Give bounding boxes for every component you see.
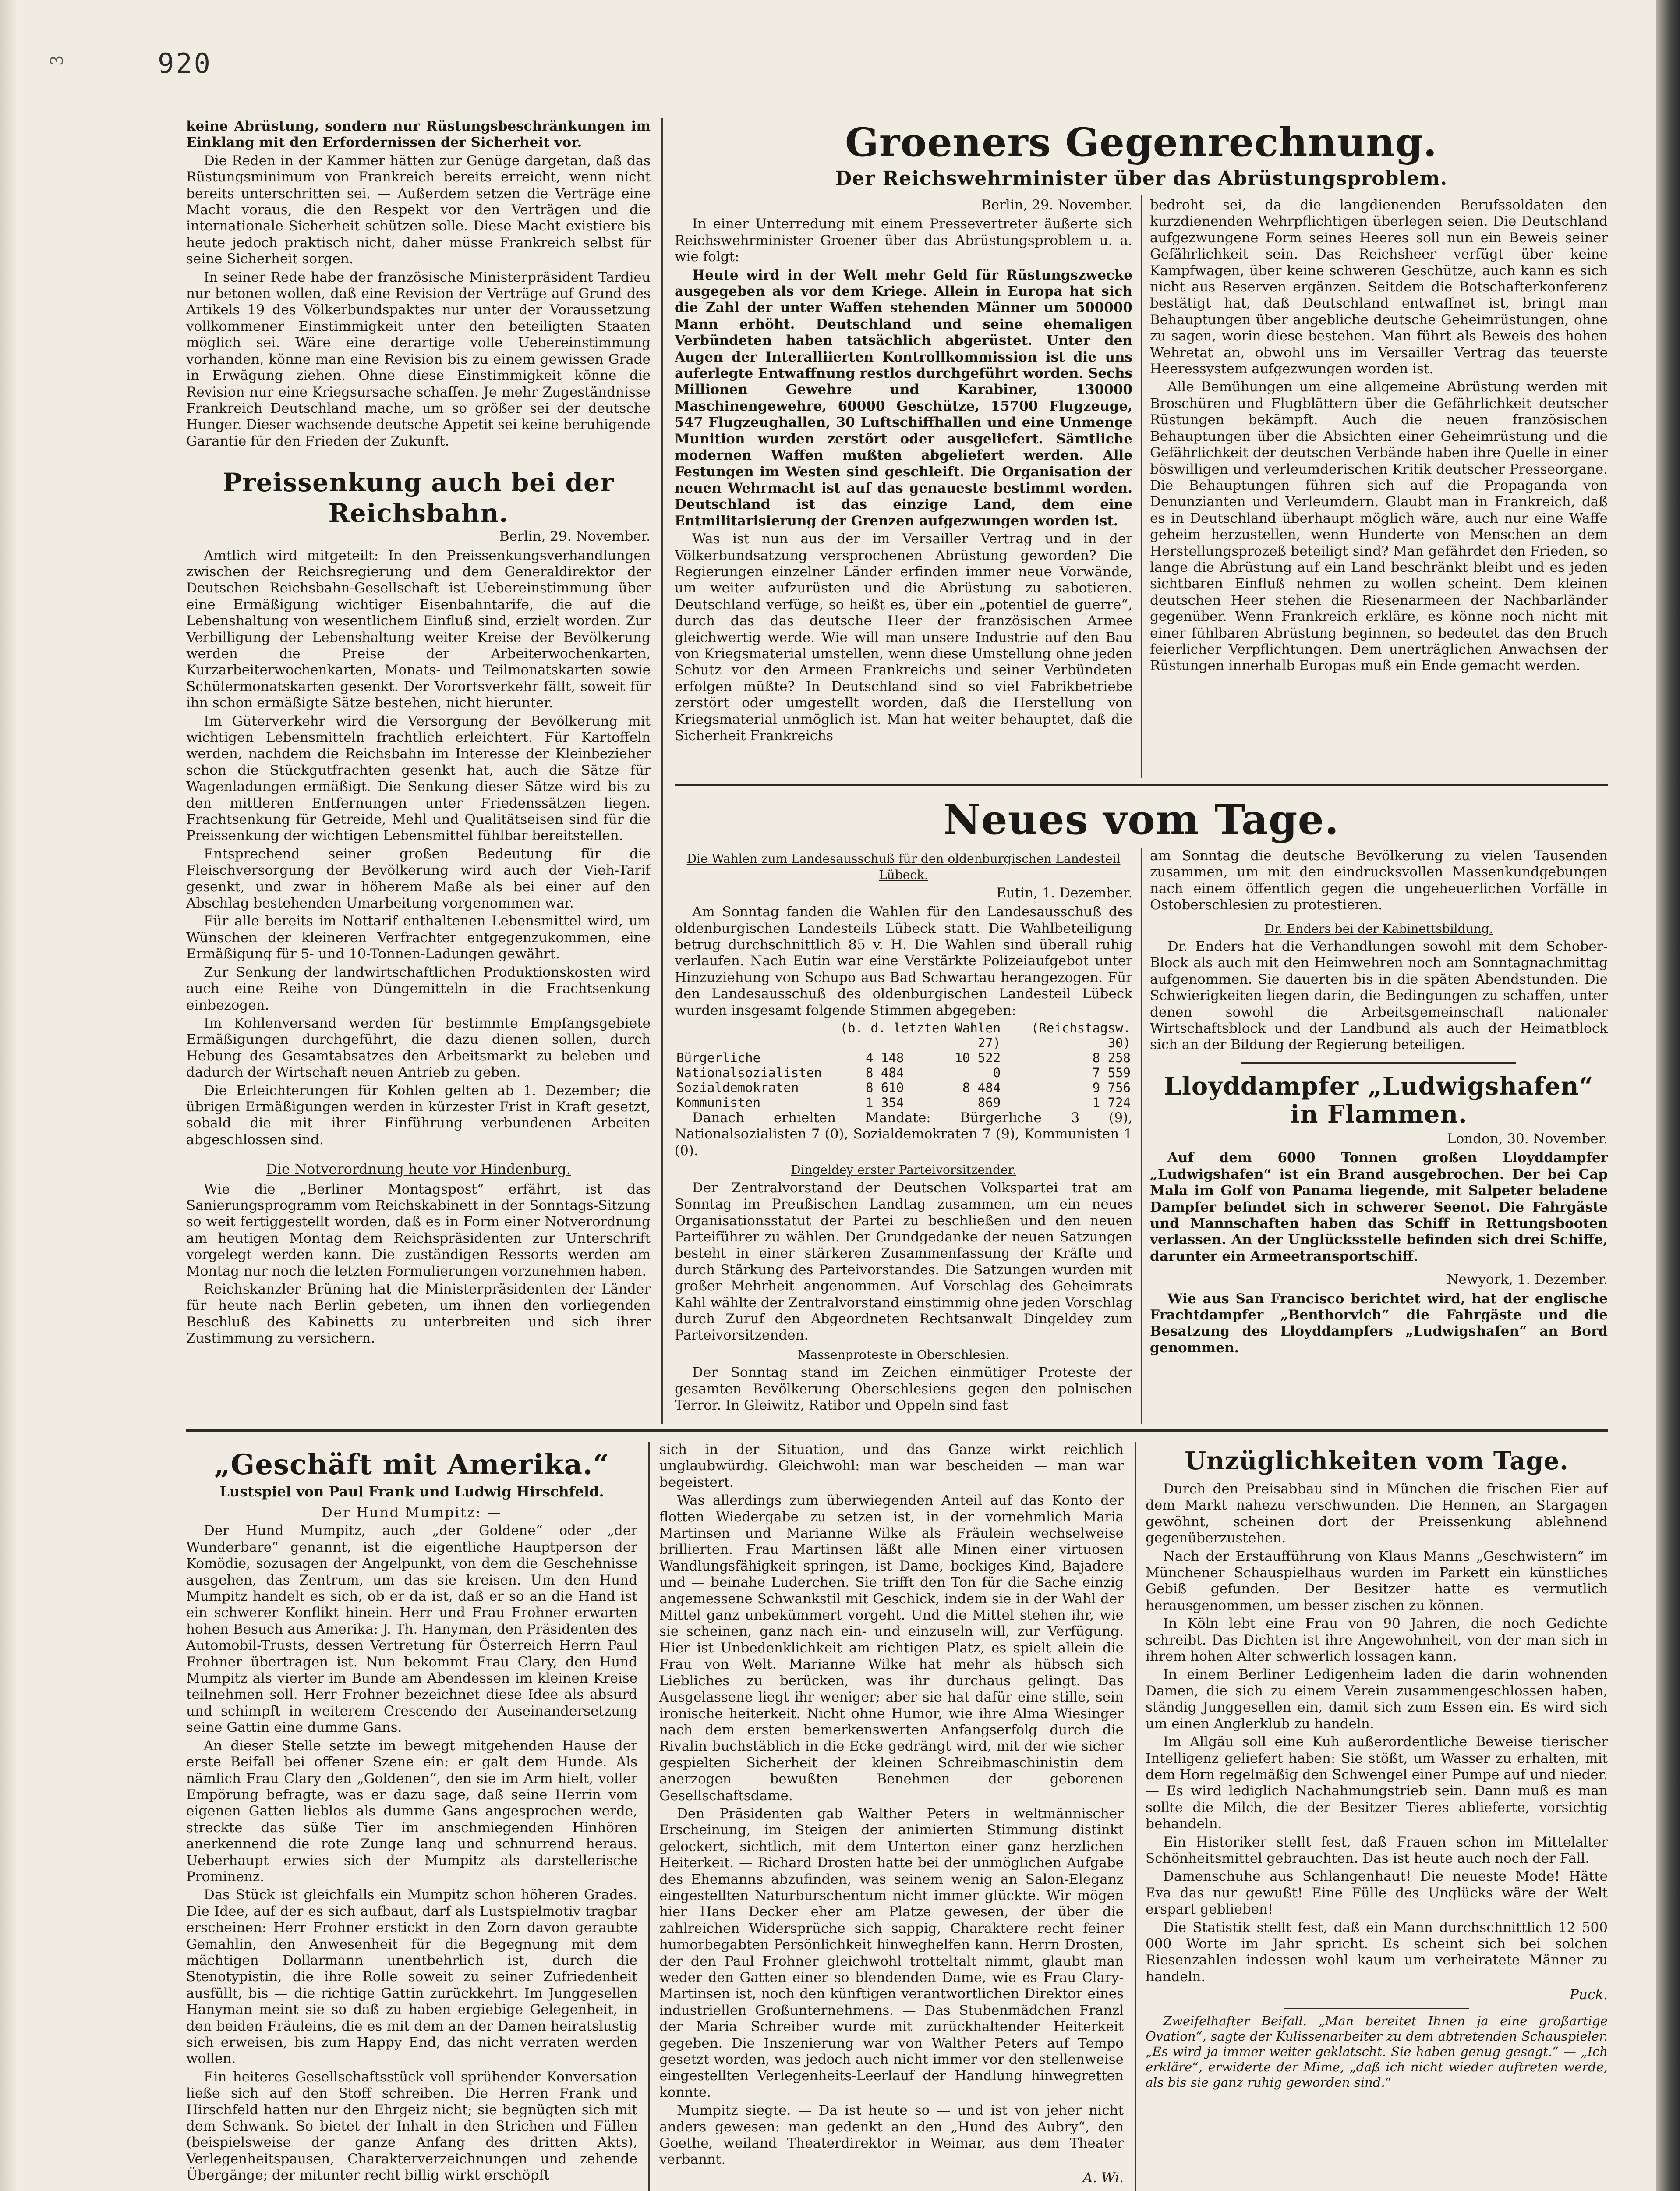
paragraph: Damenschuhe aus Schlangenhaut! Die neueste Mode! Hätte Eva das nur gewußt! Eine Fülle des Unglücks wäre der Welt erspart geblieben! [1146, 1868, 1608, 1918]
paragraph: Nach der Erstaufführung von Klaus Manns „Geschwistern“ im Münchener Schauspielhaus wurden im Parkett ein künstliches Gebiß gefunden. Der Besitzer hatte es vermutlich herausgenommen, um besser zischen zu können. [1146, 1548, 1608, 1613]
headline-reichsbahn: Preissenkung auch bei der Reichsbahn. [223, 468, 614, 528]
headline-unzueglichkeiten: Unzüglichkeiten vom Tage. [1185, 1446, 1569, 1475]
table-cell: 1 724 [1092, 1095, 1131, 1110]
paragraph: Zweifelhafter Beifall. „Man bereitet Ihnen ja eine großartige Ovation“, sagte der Kulissenarbeiter zu dem abtretenden Schauspieler. „Es wird ja immer weiter geklatscht. Sie haben genug gesagt.“ — „Ich erkläre“, erwiderte der Mime, „daß ich nicht wieder auftreten werde, als bis sie ganz ruhig geworden sind.“ [1146, 2013, 1608, 2090]
paragraph: Ein heiteres Gesellschaftsstück voll sprühender Konversation ließe sich auf den Stoff schreiben. Die Herren Frank und Hirschfeld hatten nur den Ehrgeiz nicht; sie begnügten sich mit dem Schwank. So bietet der Inhalt in den Strichen und Füllen (beispielsweise der ganze Anfang des dritten Akts), Verlegenheitspausen, Charakterverzeichnungen und zehende Übergänge; der mitunter recht billig wirkt erschöpft [186, 2069, 637, 2184]
paragraph: In einer Unterredung mit einem Pressevertreter äußerte sich Reichswehrminister Groener über das Abrüstungsproblem u. a. wie folgt: [675, 216, 1132, 265]
table-cell: 8 484 [962, 1080, 1001, 1096]
unzueglichkeiten-column [1146, 1481, 1608, 2191]
paragraph: Reichskanzler Brüning hat die Ministerpräsidenten der Länder für heute nach Berlin gebeten, um ihnen den vorliegenden Beschluß des Kabinetts zu unterbreiten und sich ihrer Zustimmung zu versichern. [186, 1281, 651, 1347]
paragraph: In einem Berliner Ledigenheim laden die darin wohnenden Damen, die sich zu einem Verein zusammengeschlossen haben, ständig Junggesellen ein, damit sich zum Essen ein. Es wird sich um einen Anglerklub zu handeln. [1146, 1666, 1608, 1732]
paragraph: Das Stück ist gleichfalls ein Mumpitz schon höheren Grades. Die Idee, auf der es sich aufbaut, darf als Lustspielmotiv tragbar erscheinen: Herr Frohner erstickt in den Zorn davon geraubte Gemahlin, den Anwesenheit für die Begegnung mit dem mächtigen Dollarmann unentbehrlich ist, durch die Stenotypistin, die ihre Rolle soweit zu seiner Zufriedenheit ausfüllt, bis — die richtige Gattin zurückkehrt. Im Junggesellen Hanyman meint sie so daß zu haben ergiebige Gelegenheit, in den beiden Fräuleins, die es mit dem an der Damen heiratslustig sich erweisen, bis zum Happy End, das nicht verraten werden wollen. [186, 1887, 637, 2067]
table-header: (Reichstagsw. 30) [1031, 1021, 1131, 1051]
table-cell: Nationalsozialisten [676, 1065, 822, 1081]
paragraph: Im Kohlenversand werden für bestimmte Empfangsgebiete Ermäßigungen durchgeführt, die dazu dienen sollen, durch Hebung des Gesamtabsatzes den Arbeitsmarkt zu beleben und dadurch der Wirtschaft neuen Antrieb zu geben. [186, 1015, 651, 1081]
author-signature: Puck. [1570, 1987, 1608, 2003]
headline-groener: Groeners Gegenrechnung. [845, 119, 1437, 166]
paragraph: Im Allgäu soll eine Kuh außerordentliche Beweise tierischer Intelligenz geliefert haben: Sie stößt, um Wasser zu erhalten, mit dem Horn regelmäßig den Schwengel einer Pumpe auf und nieder. — Es wird lediglich Nachahmungstrieb sein. Dann muß es man sollte die Milch, die der Besitzer Tieres ablieferte, vorsichtig behandeln. [1146, 1734, 1608, 1832]
paragraph: Amtlich wird mitgeteilt: In den Preissenkungsverhandlungen zwischen der Reichsregierung und dem Generaldirektor der Deutschen Reichsbahn-Gesellschaft ist Uebereinstimmung über eine Ermäßigung wichtiger Eisenbahntarife, die auf die Lebenshaltung von wesentlichem Einfluß sind, erzielt worden. Zur Verbilligung der Lebenshaltung weiter Kreise der Bevölkerung werden die Preise der Arbeiterwochenkarten, Kurzarbeiterwochenkarten, Monats- und Teilmonatskarten sowie Schülermonatskarten gesenkt. Der Vorortsverkehr fällt, soweit für ihn schon ermäßigte Sätze bestehen, nicht hierunter. [186, 547, 651, 711]
paragraph: Die Erleichterungen für Kohlen gelten ab 1. Dezember; die übrigen Ermäßigungen werden in kürzester Frist in Kraft gesetzt, sobald die mit ihrer Einführung verbundenen Arbeiten abgeschlossen sind. [186, 1082, 651, 1148]
author-signature: A. Wi. [1082, 2170, 1124, 2186]
divider [1284, 2008, 1469, 2009]
election-results-table [675, 1021, 1132, 1110]
column-rule [1135, 1442, 1136, 2191]
paragraph: Im Güterverkehr wird die Versorgung der Bevölkerung mit wichtigen Lebensmitteln frachtlich erleichtert. Für Kartoffeln werden, nachdem die Reichsbahn im Interesse der Kleinbezieher schon die Stückgutfrachten gesenkt hat, auch die Sätze für Wagenladungen ermäßigt. Die Senkung dieser Sätze wird bis zu den mittleren Entfernungen unter Friedenssätzen liegen. Frachtsenkung für Getreide, Mehl und Qualitätseisen sind für die Preissenkung der wichtigen Lebensmittel fühlbar bereitstellen. [186, 713, 651, 844]
amerika-column-middle [659, 1442, 1124, 2191]
table-header: (b. d. letzten Wahlen 27) [840, 1021, 1001, 1051]
paragraph: Für alle bereits im Nottarif enthaltenen Lebensmittel wird, um Wünschen der kleineren Verfrachter entgegenzukommen, eine Ermäßigung für 5- und 10-Tonnen-Ladungen gewährt. [186, 913, 651, 962]
paragraph: Den Präsidenten gab Walther Peters in weltmännischer Erscheinung, im Steigen der animierten Stimmung distinkt gelockert, sichtlich, mit dem Unterton einer ganz herzlichen Heiterkeit. — Richard Drosten hatte bei der unmöglichen Aufgabe des Ehemanns abzufinden, was seinem wenig an Salon-Eleganz eingestellten Naturburschentum nicht immer glückte. Wir mögen hier Hans Decker eher am Platze gewesen, der über die zahlreichen Widersprüche sich sappig, Charaktere recht feiner humorbegabten Persönlichkeit hinweghelfen kann. Herrn Drosten, der den Paul Frohner gleichwohl trotteltalt nimmt, glaubt man weder den Gatten einer so blendenden Dame, wie es Frau Clary-Martinsen ist, noch den künftigen verantwortlichen Direktor eines industriellen Großunternehmens. — Das Stubenmädchen Franzl der Maria Schreiber wurde mit zurückhaltender Heiterkeit gegeben. Die Inszenierung war von Walther Peters auf Tempo gesetzt worden, was jedoch auch nicht immer vor den stellenweise eingestellten Verlegenheits-Leerlauf der Handlung hinwegretten konnte. [659, 1805, 1124, 2100]
divider [1241, 1062, 1516, 1064]
dateline: Berlin, 29. November. [981, 197, 1132, 213]
table-row [675, 1065, 1132, 1080]
paragraph: An dieser Stelle setzte im bewegt mitgehenden Hause der erste Beifall bei offener Szene ein: er galt dem Hunde. Als nämlich Frau Clary den „Goldenen“, den sie im Arm hielt, voller Empörung befragte, was er dazu sage, daß seine Herrin vom eigenen Gatten lieblos als dumme Gans angesprochen werde, streckte das süße Tier im anschmiegenden Hinhören anerkennend die rote Zunge lang und schnurrend heraus. Ueberhaupt erwies sich der Mumpitz als darstellerische Prominenz. [186, 1737, 637, 1885]
table-cell: Kommunisten [676, 1095, 761, 1110]
table-cell: 8 610 [866, 1080, 904, 1096]
table-cell: Bürgerliche [676, 1050, 761, 1066]
paragraph: Alle Bemühungen um eine allgemeine Abrüstung werden mit Broschüren und Flugblättern über die Gefährlichkeit deutscher Rüstungen bekämpft. Auch die neuen französischen Behauptungen über die Absichten einer Geheimrüstung und die Gefährlichkeit der deutschen Verbände haben ihre Quelle in einer böswilligen und verleumderischen Kritik deutscher Presseorgane. Die Behauptungen führen sich auf die Propaganda von Denunzianten und Verleumdern. Glaubt man in Frankreich, daß es in Deutschland überhaupt möglich wäre, auch nur eine Waffe geheim herzustellen, wenn Hunderte von Menschen an dem Herstellungsprozeß beteiligt sind? Man gefährdet den Frieden, so lange die Abrüstung auf ein Land beschränkt bleibt und es jeden sichtbaren Einfluß nehmen zu wollen scheint. Dem kleinen deutschen Heer stehen die Riesenarmeen der Nachbarländer gegenüber. Wenn Frankreich erkläre, es könne noch nicht mit einer fühlbaren Abrüstung beginnen, so bedeutet das den Bruch feierlicher Verpflichtungen. Dem unerträglichen Anwachsen der Rüstungen innerhalb Europas muß ein Ende gemacht werden. [1150, 379, 1608, 674]
paragraph: Der Zentralvorstand der Deutschen Volkspartei trat am Sonntag im Preußischen Landtag zusammen, um ein neues Organisationsstatut der Partei zu beschließen und den neuen Parteiführer zu wählen. Der Grundgedanke der neuen Satzungen besteht in einer stärkeren Zusammenfassung der Kräfte und durch Stärkung des Parteivorstandes. Die Satzungen wurden mit großer Mehrheit angenommen. Auf Vorschlag des Geheimrats Kahl wählte der Zentralvorstand einstimmig ohne jeden Vorschlag durch Zuruf den Abgeordneten Rechtsanwalt Dingeldey zum Parteivorsitzenden. [675, 1180, 1132, 1344]
kicker: Der Hund Mumpitz: — [321, 1505, 502, 1521]
subheadline-oldenburg: Die Wahlen zum Landesausschuß für den oldenburgischen Landesteil Lübeck. [686, 851, 1121, 883]
paragraph: Entsprechend seiner großen Bedeutung für die Fleischversorgung der Bevölkerung wird auch der Vieh-Tarif gesenkt, und zwar in höherem Maße als bei einer auf den Abschlag bestehenden Umarbeitung vorgenommen war. [186, 846, 651, 911]
paragraph: Dr. Enders hat die Verhandlungen sowohl mit dem Schober-Block als auch mit den Heimwehren noch am Sonntagnachmittag aufgenommen. Sie dauerten bis in die späten Abendstunden. Die Schwierigkeiten liegen darin, die Bedingungen zu schaffen, unter denen sowohl die Arbeitsgemeinschaft nationaler Wirtschaftsblock und der Landbund als auch der Heimatblock sich an der Bildung der Regierung beteiligen. [1150, 939, 1608, 1053]
table-cell: 8 258 [1092, 1050, 1131, 1066]
section-divider-heavy [186, 1429, 1608, 1432]
paragraph: In Köln lebt eine Frau von 90 Jahren, die noch Gedichte schreibt. Das Dichten ist ihre Angewohnheit, von der man sich in ihrem hohen Alter schwerlich lossagen kann. [1146, 1616, 1608, 1665]
table-cell: 7 559 [1092, 1065, 1131, 1081]
paragraph: Der Sonntag stand im Zeichen einmütiger Proteste der gesamten Bevölkerung Oberschlesiens gegen den polnischen Terror. In Gleiwitz, Ratibor und Oppeln sind fast [675, 1365, 1132, 1413]
paragraph: Wie aus San Francisco berichtet wird, hat der englische Frachtdampfer „Benthorvich“ die Fahrgäste und die Besatzung des Lloyddampfers „Ludwigshafen“ an Bord genommen. [1150, 1290, 1608, 1356]
paragraph: Was allerdings zum überwiegenden Anteil auf das Konto der flotten Wiedergabe zu setzen ist, in der vornehmlich Maria Martinsen und Marianne Wilke als Fräulein wechselweise brillierten. Frau Martinsen läßt alle Minen einer virtuosen Wandlungsfähigkeit springen, ist Dame, bockiges Kind, Bajadere und — beinahe Luderchen. Sie trifft den Ton für die Sache einzig angemessene Schwankstil mit Geschick, indem sie in der Wahl der Mittel ganz unbekümmert vorgeht. Und die Mittel stehen ihr, wie sie scheinen, ganz nach ein- und einzuseln will, zur Verfügung. Hier ist Unbedenklichkeit am richtigen Platz, es spielt allein die Frau von Welt. Marianne Wilke hat mehr als hübsch sich Liebliches zu berücken, was ihr durchaus gelingt. Das Ausgelassene liegt ihr weniger; aber sie hat dafür eine stille, sein ironische heiterkeit. Nicht ohne Humor, wie ihre Alma Wiesinger nach dem ersten bemerkenswerten Anfangserfolg durch die Rivalin buchstäblich in die Ecke gedrängt wird, mit der wie sicher gespielten Sicherheit der kleinen Schreibmaschinistin dem anerzogen bewußten Benehmen der geborenen Gesellschaftsdame. [659, 1493, 1124, 1804]
dateline: Newyork, 1. Dezember. [1447, 1272, 1608, 1288]
table-cell: 4 148 [866, 1050, 904, 1066]
table-row [675, 1095, 1132, 1110]
table-cell: 9 756 [1092, 1080, 1131, 1096]
table-header-row [675, 1021, 1132, 1050]
paragraph: Zur Senkung der landwirtschaftlichen Produktionskosten wird auch eine Reihe von Düngemitteln in die Frachtsenkung einbezogen. [186, 964, 651, 1013]
column-left-top [186, 118, 651, 1426]
groener-column-right [1150, 197, 1608, 778]
paragraph: Am Sonntag fanden die Wahlen für den Landesausschuß des oldenburgischen Landesteils Lübeck statt. Die Wahlbeteiligung betrug durchschnittlich 85 v. H. Die Wahlen sind überall ruhig verlaufen. Nach Eutin war eine Verstärkte Polizeiaufgebot unter Hinzuziehung von Schupo aus Bad Schwartau herangezogen. Für den Landesausschuß des oldenburgischen Landesteil Lübeck wurden insgesamt folgende Stimmen abgegeben: [675, 904, 1132, 1018]
dateline: Berlin, 29. November. [499, 528, 651, 545]
paragraph: am Sonntag die deutsche Bevölkerung zu vielen Tausenden zusammen, um mit den eindrucksvollen Massenkundgebungen nach einem öffentlich gegen die ungeheuerlichen Vorfälle in Ostoberschlesien zu protestieren. [1150, 848, 1608, 913]
headline-neues: Neues vom Tage. [943, 796, 1340, 844]
paragraph: Mumpitz siegte. — Da ist heute so — und ist von jeher nicht anders gewesen: man gedenkt an den „Hund des Aubry“, den Goethe, weiland Theaterdirektor in Weimar, aus dem Theater verbannt. [659, 2102, 1124, 2168]
paragraph: Die Statistik stellt fest, daß ein Mann durchschnittlich 12 500 000 Worte im Jahr spricht. Es scheint sich bei solchen Riesenzahlen indessen wohl kaum um verheiratete Männer zu handeln. [1146, 1919, 1608, 1985]
headline-amerika: „Geschäft mit Amerika.“ [214, 1448, 610, 1481]
page-number: 920 [158, 47, 212, 79]
paragraph: Durch den Preisabbau sind in München die frischen Eier auf dem Markt nahezu verschwunden. Die Hennen, an Stargagen gewöhnt, scheinen dort der Preissenkung ablehnend gegenüberzustehen. [1146, 1481, 1608, 1546]
page-fold-shadow [1656, 0, 1680, 2191]
table-cell: 1 354 [866, 1095, 904, 1110]
paragraph: Wie die „Berliner Montagspost“ erfährt, ist das Sanierungsprogramm vom Reichskabinett in der Sonntags-Sitzung so weit fertiggestellt worden, daß es in Form einer Notverordnung am heutigen Montag dem Reichspräsidenten zur Unterschrift vorgelegt werden kann. Die zuständigen Ressorts werden am Montag nur noch die letzten Formulierungen vorzunehmen haben. [186, 1181, 651, 1279]
continued-intro: keine Abrüstung, sondern nur Rüstungsbeschränkungen im Einklang mit den Erfordernissen der Sicherheit vor. [186, 118, 651, 151]
table-cell: 10 522 [955, 1050, 1001, 1066]
table-header [675, 1021, 824, 1050]
paragraph: Die Reden in der Kammer hätten zur Genüge dargetan, daß das Rüstungsminimum von Frankreich bereits erreicht, wenn nicht bereits unterschritten sei. — Außerdem setzen die Verträge eine Macht voraus, die den Respekt vor den Verträgen und die internationale Sicherheit schützen solle. Diese Macht existiere bis heute jedoch praktisch nicht, daher müsse Frankreich selbst für seine Sicherheit sorgen. [186, 152, 651, 267]
column-rule [661, 118, 663, 1424]
paragraph: Auf dem 6000 Tonnen großen Lloyddampfer „Ludwigshafen“ ist ein Brand ausgebrochen. Der bei Cap Mala im Golf von Panama liegende, mit Salpeter beladene Dampfer befindet sich in schwerer Seenot. Die Fahrgäste und Mannschaften haben das Schiff in Rettungsbooten verlassen. An der Unglücksstelle befinden sich drei Schiffe, darunter ein Armeetransportschiff. [1150, 1150, 1608, 1264]
paragraph: bedroht sei, da die langdienenden Berufssoldaten den kurzdienenden Wehrpflichtigen überlegen seien. Die Deutschland aufgezwungene Form seines Heeres soll nun ein Beweis seiner Gefährlichkeit sein. Das Reichsheer verfügt über keine Kampfwagen, über keine schweren Geschütze, auch kann es sich nicht aus Reserven ergänzen. Seitdem die Botschafterkonferenz bestätigt hat, daß Deutschland entwaffnet ist, bringt man Behauptungen über angebliche deutsche Geheimrüstungen, ohne zu sagen, worin diese bestehen. Man führt als Beweis des hohen Wehretat an, obwohl uns im Versailler Vertrag das teuerste Heeressystem aufgezwungen worden ist. [1150, 197, 1608, 377]
subheadline-groener: Der Reichswehrminister über das Abrüstungsproblem. [835, 167, 1448, 190]
subheadline-oberschlesien: Massenproteste in Oberschlesien. [798, 1347, 1009, 1362]
table-cell: 0 [993, 1065, 1001, 1081]
paragraph: Danach erhielten Mandate: Bürgerliche 3 (9), Nationalsozialisten 7 (0), Sozialdemokraten 7 (9), Kommunisten 1 (0). [675, 1110, 1132, 1159]
table-row [675, 1050, 1132, 1065]
column-rule [1141, 195, 1142, 778]
paragraph: sich in der Situation, und das Ganze wirkt reichlich unglaubwürdig. Gleichwohl: man war bescheiden — man war begeistert. [659, 1442, 1124, 1490]
amerika-column-left [186, 1503, 637, 2191]
headline-lloyddampfer: Lloyddampfer „Ludwigshafen“ in Flammen. [1164, 1071, 1594, 1129]
margin-note: 3 [47, 55, 67, 66]
dateline: Eutin, 1. Dezember. [996, 885, 1132, 901]
section-divider [675, 784, 1608, 786]
neues-column-left [675, 848, 1132, 1431]
paragraph: Ein Historiker stellt fest, daß Frauen schon im Mittelalter Schönheitsmittel gebrauchten. Das ist heute auch noch der Fall. [1146, 1834, 1608, 1866]
subheadline-dingeldey: Dingeldey erster Parteivorsitzender. [791, 1163, 1016, 1177]
page-left-margin [0, 0, 18, 2191]
subheadline-notverordnung: Die Notverordnung heute vor Hindenburg. [266, 1161, 571, 1178]
column-rule [648, 1442, 650, 2191]
table-cell: 869 [977, 1095, 1001, 1110]
column-rule [1141, 848, 1142, 1424]
dateline: London, 30. November. [1447, 1131, 1608, 1147]
paragraph: In seiner Rede habe der französische Ministerpräsident Tardieu nur betonen wollen, daß eine Revision der Verträge auf Grund des Artikels 19 des Völkerbundspaktes nur unter der Voraussetzung vollkommener Einstimmigkeit unter den beteiligten Staaten möglich sei. Wäre eine derartige volle Uebereinstimmung vorhanden, könne man eine Revision bis zu einem gewissen Grade in Erwägung ziehen. Ohne diese Einstimmigkeit könne die Revision nur eine Kriegsursache schaffen. Je mehr Zugeständnisse Frankreich Deutschland mache, um so größer sei der deutsche Hunger. Dieser wachsende deutsche Appetit sei keine beruhigende Garantie für den Frieden der Zukunft. [186, 269, 651, 449]
subheadline-enders: Dr. Enders bei der Kabinettsbildung. [1264, 921, 1493, 936]
paragraph: Der Hund Mumpitz, auch „der Goldene“ oder „der Wunderbare“ genannt, ist die eigentliche Hauptperson der Komödie, sozusagen der Angelpunkt, von dem die Geschehnisse ausgehen, das Zentrum, um das sie kreisen. Um den Hund Mumpitz handelt es sich, ob er da ist, daß er so an die Hand ist ein schwerer Konflikt hinein. Herr und Frau Frohner erwarten hohen Besuch aus Amerika: J. Th. Hanyman, den Präsidenten des Automobil-Trusts, dessen Vertretung für Österreich Herrn Paul Frohner übertragen ist. Nun bekommt Frau Clary, den Hund Mumpitz als vierter im Bunde am Abendessen im kleinen Kreise teilnehmen soll. Herr Frohner bezeichnet diese Idee als absurd und schimpft in weiterem Crescendo der Auseinandersetzung seine Gattin eine dumme Gans. [186, 1523, 637, 1736]
table-cell: 8 484 [866, 1065, 904, 1081]
groener-column-left [675, 197, 1132, 778]
table-cell: Sozialdemokraten [676, 1080, 799, 1096]
neues-column-right [1150, 848, 1608, 1431]
table-row [675, 1080, 1132, 1095]
subheadline-amerika: Lustspiel von Paul Frank und Ludwig Hirschfeld. [219, 1483, 604, 1500]
paragraph: Heute wird in der Welt mehr Geld für Rüstungszwecke ausgegeben als vor dem Kriege. Allein in Europa hat sich die Zahl der unter Waffen stehenden Männer um 500000 Mann erhöht. Deutschland und seine ehemaligen Verbündeten haben tatsächlich abgerüstet. Unter den Augen der Interalliierten Kontrollkommission ist die uns auferlegte Entwaffnung restlos durchgeführt worden. Sechs Millionen Gewehre und Karabiner, 130000 Maschinengewehre, 60000 Geschütze, 15700 Flugzeuge, 547 Flugzeughallen, 30 Luftschiffhallen und eine Unmenge Munition wurden zerstört oder ausgeliefert. Sämtliche modernen Waffen mußten abgeliefert werden. Alle Festungen im Westen sind geschleift. Die Organisation der neuen Wehrmacht ist auf das genaueste bestimmt worden. Deutschland ist das einzige Land, dem eine Entmilitarisierung der Grenzen aufgezwungen worden ist. [675, 267, 1132, 529]
paragraph: Was ist nun aus der im Versailler Vertrag und in der Völkerbundsatzung versprochenen Abrüstung geworden? Die Regierungen einzelner Länder erfinden immer neue Vorwände, um weiter aufzurüsten und die Abrüstung zu sabotieren. Deutschland verfüge, so heißt es, über ein „potentiel de guerre“, durch das das deutsche Heer der französischen Armee gleichwertig werde. Wie will man unsere Industrie auf den Bau von Kriegsmaterial umstellen, wenn diese Umstellung ohne jeden Schutz vor den Armeen Frankreichs und seiner Verbündeten erfolgen müßte? In Deutschland sind so viel Fabrikbetriebe zerstört oder umgestellt worden, daß die Herstellung von Kriegsmaterial unmöglich ist. Man hat weiter behauptet, daß die Sicherheit Frankreichs [675, 531, 1132, 744]
